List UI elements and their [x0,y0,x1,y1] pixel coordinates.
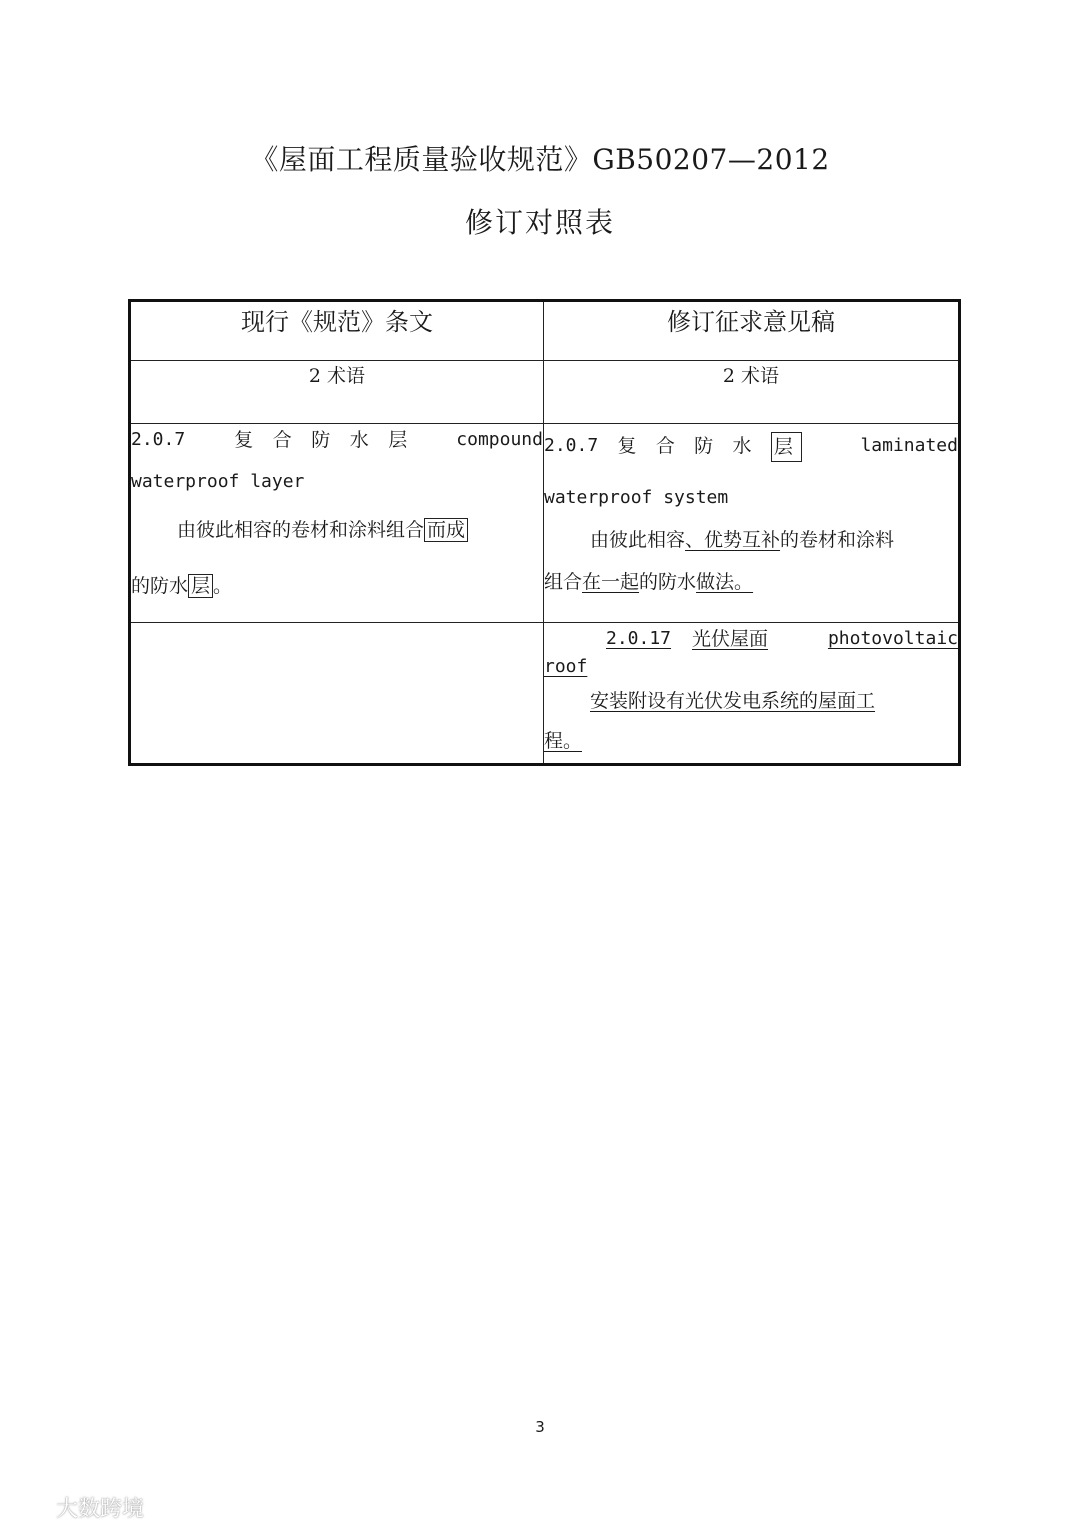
underlined-insertion: 在一起 [582,571,640,593]
term-number: 2.0.7 [131,429,186,450]
definition-text: 的防水 [131,575,189,597]
definition-text: 由彼此相容 [590,529,686,551]
term-cn-char: 水 [349,429,369,451]
term-english-continued [544,653,958,681]
term-english: photovoltaic [827,628,958,649]
term-cn-char: 合 [272,429,292,451]
definition-text: 的卷材和涂料 [780,529,895,551]
term-cn-char: 防 [311,429,331,451]
definition-line-1 [131,516,543,544]
revised-clause-2-0-17 [544,623,960,765]
section-row [130,361,960,424]
table-row [130,623,960,765]
page-number: 3 [535,1418,545,1436]
term-heading-line [131,426,543,454]
definition-text: 。 [213,575,233,597]
term-cn-char: 复 [234,429,254,451]
underlined-insertion: 安装附设有光伏发电系统的屋面工 [590,690,876,712]
revised-clause-2-0-7 [544,424,960,623]
table-row [130,424,960,623]
term-heading-line [544,432,958,462]
term-cn-char: 防 [694,435,714,457]
current-clause-2-0-7 [130,424,544,623]
definition-text: 组合 [544,571,583,593]
definition-line-2 [131,572,543,600]
definition-line-2 [544,568,958,596]
section-current: 2 术语 [130,361,544,424]
logo-icon [6,1495,50,1521]
term-number: 2.0.7 [544,435,599,456]
boxed-text: 层 [771,432,802,462]
definition-text: 由彼此相容的卷材和涂料组合 [177,519,425,541]
term-cn-char: 合 [655,435,675,457]
term-english-continued: waterproof layer [131,471,305,492]
definition-line-2 [544,727,958,755]
term-english: compound [456,429,543,450]
watermark-text: 大数跨境 [56,1497,145,1522]
underlined-insertion: 做法。 [696,571,754,593]
table-header-row [130,301,960,361]
term-cn-char: 复 [617,435,637,457]
term-number: 2.0.17 [606,628,672,649]
document-subtitle: 修订对照表 [464,206,615,239]
term-english: laminated [860,435,958,456]
term-english-continued: waterproof system [544,487,729,508]
document-title: 《屋面工程质量验收规范》GB50207—2012 [250,143,830,176]
current-clause-empty [130,623,544,765]
term-heading-line [544,625,958,653]
boxed-text: 层 [188,574,213,598]
definition-line-1 [544,687,958,715]
underlined-insertion: 、优势互补 [685,529,781,551]
revision-comparison-table [128,299,961,766]
term-cn-char: 水 [732,435,752,457]
watermark [6,1492,144,1523]
term-cn-char: 层 [388,429,408,451]
boxed-text: 而成 [424,518,468,542]
definition-line-1 [544,526,958,554]
definition-text: 的防水 [639,571,697,593]
term-chinese: 光伏屋面 [692,628,769,650]
underlined-insertion: roof [544,656,588,677]
section-revised: 2 术语 [544,361,960,424]
underlined-insertion: 程。 [544,730,583,752]
header-current-clause: 现行《规范》条文 [130,301,544,361]
header-revised-draft: 修订征求意见稿 [544,301,960,361]
